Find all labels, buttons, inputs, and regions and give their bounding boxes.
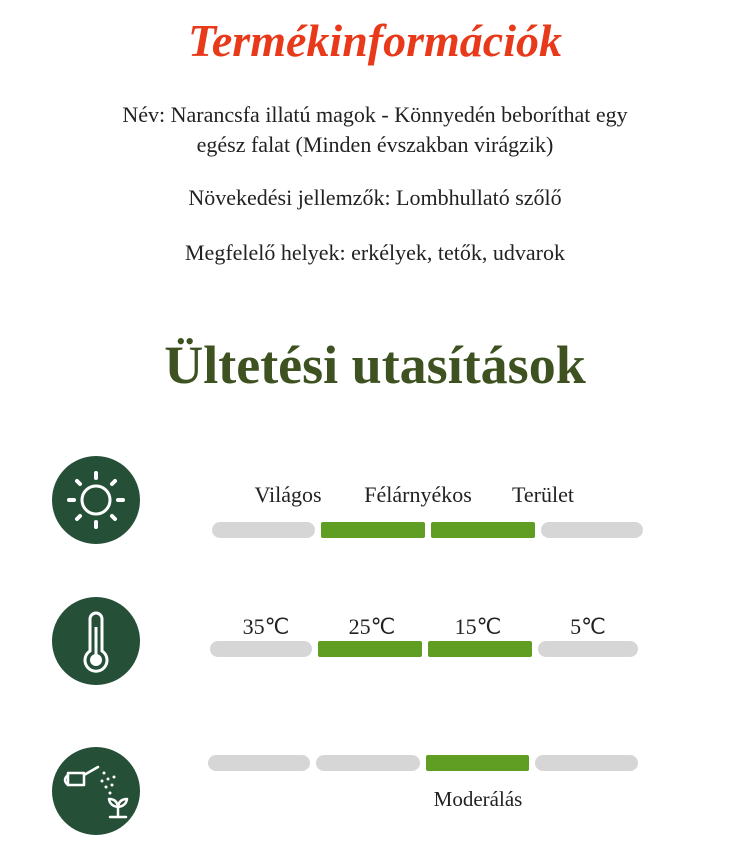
product-name-line-2: egész falat (Minden évszakban virágzik) [196, 132, 554, 157]
temp-label-35: 35℃ [242, 614, 290, 639]
temp-bar-segment-3 [428, 641, 532, 657]
product-name-line-1: Név: Narancsfa illatú magok - Könnyedén beboríthat egy [122, 102, 628, 127]
water-bar-segment-3 [426, 755, 529, 771]
light-label-bright: Világos [254, 482, 322, 507]
temp-bar-segment-4 [538, 641, 638, 657]
temp-label-5: 5℃ [570, 614, 606, 639]
light-label-partial-shade: Félárnyékos [364, 482, 472, 507]
light-label-area: Terület [512, 482, 574, 507]
watering-can-icon [52, 747, 140, 835]
temp-label-25: 25℃ [348, 614, 396, 639]
planting-instructions-title: Ültetési utasítások [164, 335, 586, 395]
light-bar-segment-3 [431, 522, 535, 538]
product-info-title: Termékinformációk [188, 15, 562, 66]
temp-bar-segment-1 [210, 641, 312, 657]
light-bar-segment-4 [541, 522, 643, 538]
light-bar-segment-1 [212, 522, 315, 538]
water-bar-segment-1 [208, 755, 310, 771]
water-bar-segment-4 [535, 755, 638, 771]
growth-characteristics: Növekedési jellemzők: Lombhullató szőlő [188, 185, 562, 210]
temp-bar-segment-2 [318, 641, 422, 657]
water-label-moderate: Moderálás [433, 787, 523, 811]
thermometer-icon [52, 597, 140, 685]
sun-icon [52, 456, 140, 544]
water-bar-segment-2 [316, 755, 420, 771]
temp-label-15: 15℃ [454, 614, 502, 639]
light-bar-segment-2 [321, 522, 425, 538]
suitable-places: Megfelelő helyek: erkélyek, tetők, udvarok [185, 240, 565, 265]
